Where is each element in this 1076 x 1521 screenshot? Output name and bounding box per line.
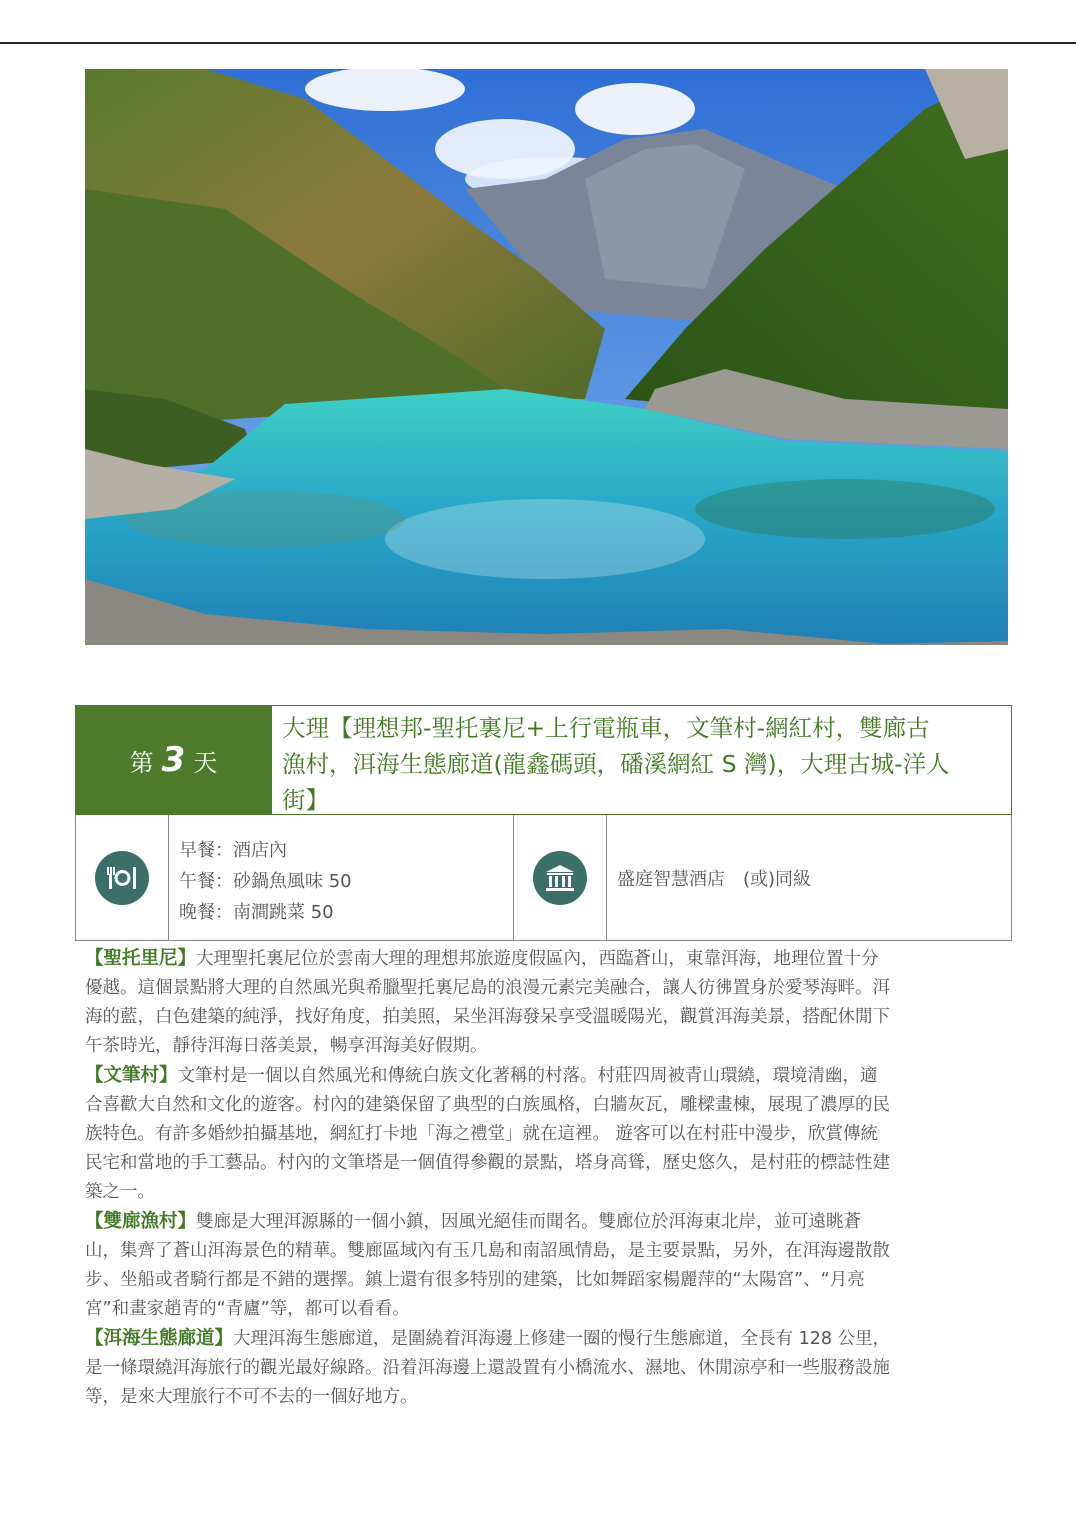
day-number: 3 [161,740,186,780]
day-title [271,706,1011,814]
section-erhai-corridor [85,1324,1010,1412]
breakfast: 早餐：酒店內 [179,840,287,861]
top-rule [0,42,1076,44]
section-line: 山，集齊了蒼山洱海景色的精華。雙廊區域內有玉几島和南詔風情島，是主要景點，另外，在洱海邊散散 [85,1241,890,1261]
day-title-line: 街】 [282,786,329,814]
section-line: 築之一。 [85,1182,155,1202]
hero-photo-lake-gorge [85,69,1008,645]
meals-list [169,815,514,940]
section-title: 【雙廊漁村】 [85,1211,197,1232]
attraction-descriptions [85,944,1010,1412]
meals-icon-cell [76,815,169,940]
section-line: 大理洱海生態廊道，是圍繞着洱海邊上修建一圈的慢行生態廊道，全長有 128 公里， [233,1329,891,1349]
section-shuanglang [85,1207,1010,1324]
itinerary-details-row [75,815,1012,941]
day-suffix: 天 [193,748,218,777]
day-badge [76,706,271,814]
day-prefix: 第 [129,748,154,777]
section-santorini [85,944,1010,1061]
dinner: 晚餐：南澗跳菜 50 [179,902,334,923]
section-line: 海的藍，白色建築的純淨，找好角度，拍美照，呆坐洱海發呆享受溫暖陽光，觀賞洱海美景，搭配休閒下 [85,1007,890,1027]
section-line: 合喜歡大自然和文化的遊客。村內的建築保留了典型的白族風格，白牆灰瓦，雕樑畫棟，展現了濃厚的民 [85,1095,890,1115]
hotel-icon-cell [514,815,607,940]
section-line: 文筆村是一個以自然風光和傳統白族文化著稱的村落。村莊四周被青山環繞，環境清幽，適 [177,1066,878,1086]
section-title: 【聖托里尼】 [85,948,197,969]
section-line: 等，是來大理旅行不可不去的一個好地方。 [85,1387,418,1407]
section-line: 午茶時光，靜待洱海日落美景，暢享洱海美好假期。 [85,1036,488,1056]
lunch: 午餐：砂鍋魚風味 50 [179,871,352,892]
section-wenbi-village [85,1061,1010,1207]
section-line: 族特色。有許多婚紗拍攝基地，網紅打卡地「海之禮堂」就在這裡。 遊客可以在村莊中漫步，欣賞傳統 [85,1124,879,1144]
section-title: 【文筆村】 [85,1065,178,1086]
section-line: 雙廊是大理洱源縣的一個小鎮，因風光絕佳而聞名。雙廊位於洱海東北岸，並可遠眺蒼 [196,1212,862,1232]
day-title-line: 漁村，洱海生態廊道(龍鑫碼頭，磻溪網紅 S 灣)，大理古城-洋人 [282,750,950,778]
dining-icon [95,851,149,905]
hotel-building-icon [533,851,587,905]
hotel-name: 盛庭智慧酒店 (或)同級 [617,868,812,890]
section-line: 宮”和畫家趙青的“青廬”等，都可以看看。 [85,1299,410,1319]
day-title-line: 大理【理想邦-聖托裏尼+上行電瓶車，文筆村-網紅村，雙廊古 [282,714,930,742]
section-line: 步、坐船或者騎行都是不錯的選擇。鎮上還有很多特別的建築，比如舞蹈家楊麗萍的“太陽宮”、“月亮 [85,1270,865,1290]
itinerary-header-row [75,705,1012,815]
section-line: 民宅和當地的手工藝品。村內的文筆塔是一個值得參觀的景點，塔身高聳，歷史悠久，是村莊的標誌性建 [85,1153,890,1173]
itinerary-table [75,705,1012,941]
section-line: 是一條環繞洱海旅行的觀光最好線路。沿着洱海邊上還設置有小橋流水、濕地、休閒涼亭和一些服務設施 [85,1358,890,1378]
section-line: 優越。這個景點將大理的自然風光與希臘聖托裏尼島的浪漫元素完美融合，讓人彷彿置身於愛琴海畔。洱 [85,978,890,998]
section-line: 大理聖托裏尼位於雲南大理的理想邦旅遊度假區內，西臨蒼山，東靠洱海，地理位置十分 [196,949,879,969]
section-title: 【洱海生態廊道】 [85,1328,234,1349]
